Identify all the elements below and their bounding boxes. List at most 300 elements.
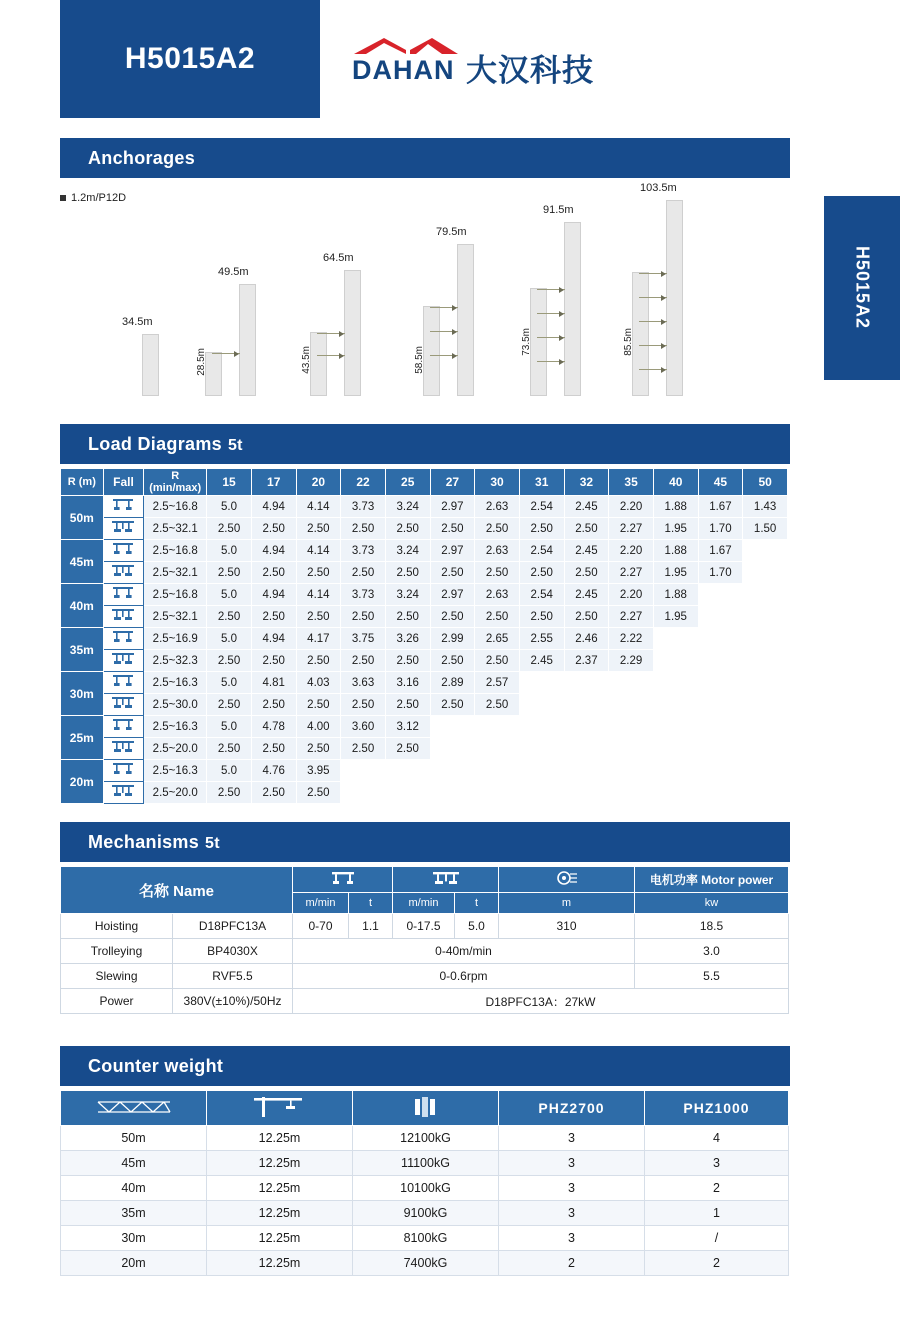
mast-6-tie-arrow-3 xyxy=(661,319,666,325)
table-row xyxy=(61,628,788,650)
cw-phz2700: 3 xyxy=(499,1151,645,1176)
mech-hoisting-model: D18PFC13A xyxy=(173,914,293,939)
load-cell-empty xyxy=(743,562,788,584)
fall-4-icon xyxy=(103,562,144,584)
load-cell-empty xyxy=(430,760,475,782)
cw-tower-height: 12.25m xyxy=(207,1126,353,1151)
mast-3-top-label: 64.5m xyxy=(323,252,354,264)
cw-phz2700: 3 xyxy=(499,1126,645,1151)
load-cell: 1.88 xyxy=(653,540,698,562)
mechanisms-table xyxy=(60,866,789,1014)
mast-2-top-label: 49.5m xyxy=(218,266,249,278)
anchorage-note-text: 1.2m/P12D xyxy=(71,192,127,204)
load-cell-empty xyxy=(430,738,475,760)
section-title-counter-weight: Counter weight xyxy=(88,1055,224,1076)
load-cell-empty xyxy=(653,672,698,694)
mech-slewing-power: 5.5 xyxy=(635,964,789,989)
table-row xyxy=(61,694,788,716)
mast-4-tie-arrow-1 xyxy=(452,305,457,311)
table-row xyxy=(61,540,788,562)
cw-phz1000: / xyxy=(645,1226,789,1251)
load-cell-empty xyxy=(519,672,564,694)
header-hoist-2fall-icon xyxy=(293,867,393,893)
load-row-radius-range: 2.5~16.9 xyxy=(144,628,207,650)
cw-phz2700: 2 xyxy=(499,1251,645,1276)
load-cell: 2.55 xyxy=(519,628,564,650)
load-cell: 2.50 xyxy=(207,518,252,540)
load-cell-empty xyxy=(743,650,788,672)
mast-5-tie-label: 73.5m xyxy=(521,328,532,356)
load-cell: 2.50 xyxy=(207,606,252,628)
page-header xyxy=(0,0,900,118)
cw-tower-height: 12.25m xyxy=(207,1151,353,1176)
load-table-header-row xyxy=(61,469,788,496)
load-cell: 2.50 xyxy=(564,606,609,628)
load-cell-empty xyxy=(564,760,609,782)
load-cell-empty xyxy=(609,716,654,738)
load-cell: 4.14 xyxy=(296,540,341,562)
load-cell: 3.26 xyxy=(385,628,430,650)
load-cell: 1.43 xyxy=(743,496,788,518)
load-cell: 4.81 xyxy=(251,672,296,694)
load-row-radius-range: 2.5~16.3 xyxy=(144,716,207,738)
mast-5b xyxy=(564,222,581,396)
mast-3-tie-arrow-2 xyxy=(339,353,344,359)
fall-4-icon xyxy=(103,738,144,760)
mast-6-tie-arrow-1 xyxy=(661,271,666,277)
load-cell-empty xyxy=(385,782,430,804)
load-row-radius-range: 2.5~20.0 xyxy=(144,782,207,804)
load-cell: 1.88 xyxy=(653,584,698,606)
load-cell: 2.50 xyxy=(207,694,252,716)
mast-2a xyxy=(205,352,222,396)
cw-weight: 10100kG xyxy=(353,1176,499,1201)
mech-trolleying-power: 3.0 xyxy=(635,939,789,964)
load-cell: 3.24 xyxy=(385,584,430,606)
load-cell-empty xyxy=(698,738,743,760)
fall-4-icon xyxy=(103,606,144,628)
load-cell: 2.46 xyxy=(564,628,609,650)
load-cell-empty xyxy=(564,716,609,738)
section-title-load-diagrams-sub: 5t xyxy=(227,436,243,454)
load-cell-empty xyxy=(519,782,564,804)
load-cell: 1.95 xyxy=(653,606,698,628)
load-cell: 2.20 xyxy=(609,584,654,606)
load-row-radius-range: 2.5~16.8 xyxy=(144,540,207,562)
load-cell: 4.17 xyxy=(296,628,341,650)
mech-power-label: Power xyxy=(61,989,173,1014)
header-phz1000: PHZ1000 xyxy=(645,1091,789,1126)
load-cell: 2.45 xyxy=(564,584,609,606)
load-cell-empty xyxy=(564,782,609,804)
load-cell: 4.76 xyxy=(251,760,296,782)
mech-slewing-model: RVF5.5 xyxy=(173,964,293,989)
mast-4-tie-arrow-3 xyxy=(452,353,457,359)
model-name: H5015A2 xyxy=(124,42,256,75)
table-row xyxy=(61,716,788,738)
load-cell-empty xyxy=(385,760,430,782)
load-cell: 2.50 xyxy=(385,650,430,672)
mast-5-tie-arrow-3 xyxy=(559,335,564,341)
logo-mark xyxy=(352,52,460,86)
table-row xyxy=(61,989,789,1014)
section-title-mechanisms-text: Mechanisms xyxy=(88,831,200,852)
mast-6-tie-arrow-2 xyxy=(661,295,666,301)
counterweight-blocks-icon xyxy=(413,1097,439,1117)
load-row-jib-length: 20m xyxy=(61,760,104,804)
load-row-radius-range: 2.5~16.3 xyxy=(144,760,207,782)
load-cell-empty xyxy=(564,694,609,716)
tower-crane-icon xyxy=(254,1097,306,1117)
load-cell: 2.54 xyxy=(519,496,564,518)
load-diagram-table xyxy=(60,468,788,804)
fall-4-icon xyxy=(103,782,144,804)
load-cell: 2.50 xyxy=(475,606,520,628)
header-r-22: 22 xyxy=(341,469,386,496)
load-row-jib-length: 35m xyxy=(61,628,104,672)
load-cell-empty xyxy=(609,738,654,760)
load-cell-empty xyxy=(341,760,386,782)
mast-6-tie-arrow-5 xyxy=(661,367,666,373)
header-r-27: 27 xyxy=(430,469,475,496)
fall-2-icon xyxy=(103,496,144,518)
load-cell: 2.50 xyxy=(430,650,475,672)
header-r-50: 50 xyxy=(743,469,788,496)
load-cell: 1.50 xyxy=(743,518,788,540)
mech-hoisting-power: 18.5 xyxy=(635,914,789,939)
header-motor-power: 电机功率 Motor power xyxy=(635,867,789,893)
load-cell: 2.89 xyxy=(430,672,475,694)
load-cell: 2.50 xyxy=(296,782,341,804)
load-cell: 2.27 xyxy=(609,562,654,584)
load-cell-empty xyxy=(475,738,520,760)
load-row-radius-range: 2.5~30.0 xyxy=(144,694,207,716)
load-cell-empty xyxy=(519,694,564,716)
load-cell-empty xyxy=(609,672,654,694)
bullet-icon xyxy=(60,195,66,201)
load-cell: 2.50 xyxy=(207,562,252,584)
load-cell-empty xyxy=(475,760,520,782)
fall-4-icon xyxy=(103,694,144,716)
load-cell: 2.50 xyxy=(385,738,430,760)
cw-weight: 9100kG xyxy=(353,1201,499,1226)
section-header-counter-weight xyxy=(60,1046,790,1086)
load-cell: 2.50 xyxy=(251,694,296,716)
load-cell: 2.97 xyxy=(430,540,475,562)
load-cell: 2.27 xyxy=(609,518,654,540)
load-cell: 5.0 xyxy=(207,540,252,562)
load-row-jib-length: 30m xyxy=(61,672,104,716)
table-row xyxy=(61,964,789,989)
cw-jib-length: 35m xyxy=(61,1201,207,1226)
load-cell-empty xyxy=(743,760,788,782)
header-hoist-4fall-icon xyxy=(393,867,499,893)
load-cell: 2.99 xyxy=(430,628,475,650)
side-model-tab-label: H5015A2 xyxy=(852,246,873,330)
load-cell: 3.75 xyxy=(341,628,386,650)
load-cell: 3.73 xyxy=(341,584,386,606)
mast-4-top-label: 79.5m xyxy=(436,226,467,238)
mast-5-tie-arrow-2 xyxy=(559,311,564,317)
mech-slewing-speed: 0-0.6rpm xyxy=(293,964,635,989)
header-r-17: 17 xyxy=(251,469,296,496)
load-cell-empty xyxy=(743,540,788,562)
hook-four-fall-icon xyxy=(433,872,459,885)
load-cell: 2.50 xyxy=(296,606,341,628)
load-cell: 2.50 xyxy=(251,782,296,804)
mast-2-tie-label: 28.5m xyxy=(196,348,207,376)
header-jib-radius: R (m) xyxy=(61,469,104,496)
load-cell-empty xyxy=(653,628,698,650)
load-cell-empty xyxy=(653,738,698,760)
load-cell: 2.50 xyxy=(296,738,341,760)
load-cell: 1.70 xyxy=(698,518,743,540)
load-cell-empty xyxy=(743,628,788,650)
mast-6-tie-arrow-4 xyxy=(661,343,666,349)
load-cell-empty xyxy=(519,716,564,738)
load-cell: 2.50 xyxy=(341,694,386,716)
mech-power-total: D18PFC13A：27kW xyxy=(293,989,789,1014)
table-row xyxy=(61,650,788,672)
rope-drum-icon xyxy=(556,870,578,886)
load-cell: 4.14 xyxy=(296,584,341,606)
table-row xyxy=(61,518,788,540)
load-row-radius-range: 2.5~32.3 xyxy=(144,650,207,672)
load-cell: 3.24 xyxy=(385,540,430,562)
load-cell-empty xyxy=(519,738,564,760)
load-cell-empty xyxy=(430,782,475,804)
mech-power-supply: 380V(±10%)/50Hz xyxy=(173,989,293,1014)
load-cell: 5.0 xyxy=(207,496,252,518)
mechanisms-header-row-1 xyxy=(61,867,789,893)
load-row-radius-range: 2.5~16.8 xyxy=(144,584,207,606)
header-weight-icon xyxy=(353,1091,499,1126)
mech-trolleying-label: Trolleying xyxy=(61,939,173,964)
load-cell: 2.50 xyxy=(430,606,475,628)
header-phz2700: PHZ2700 xyxy=(499,1091,645,1126)
section-title-load-diagrams xyxy=(60,434,243,455)
counter-weight-header-row xyxy=(61,1091,789,1126)
mast-6-tie-label: 85.5m xyxy=(623,328,634,356)
cw-phz1000: 4 xyxy=(645,1126,789,1151)
load-cell-empty xyxy=(341,782,386,804)
load-cell: 2.97 xyxy=(430,496,475,518)
table-row xyxy=(61,1226,789,1251)
load-cell: 2.45 xyxy=(519,650,564,672)
load-cell-empty xyxy=(609,782,654,804)
load-cell: 2.50 xyxy=(385,518,430,540)
mast-2b xyxy=(239,284,256,396)
load-cell: 1.88 xyxy=(653,496,698,518)
section-title-mechanisms-sub: 5t xyxy=(205,834,220,852)
load-cell: 3.12 xyxy=(385,716,430,738)
load-cell: 4.94 xyxy=(251,628,296,650)
table-row xyxy=(61,914,789,939)
header-rope-icon xyxy=(499,867,635,893)
section-header-anchorages xyxy=(60,138,790,178)
section-header-mechanisms xyxy=(60,822,790,862)
load-cell: 2.20 xyxy=(609,496,654,518)
load-cell: 2.50 xyxy=(475,562,520,584)
header-name: 名称 Name xyxy=(61,867,293,914)
counter-weight-table-wrap xyxy=(60,1090,790,1276)
cw-weight: 8100kG xyxy=(353,1226,499,1251)
hook-two-fall-icon xyxy=(332,872,354,885)
cw-weight: 11100kG xyxy=(353,1151,499,1176)
load-cell: 2.63 xyxy=(475,496,520,518)
load-cell: 2.50 xyxy=(296,694,341,716)
load-cell-empty xyxy=(698,650,743,672)
load-row-radius-range: 2.5~32.1 xyxy=(144,518,207,540)
load-cell-empty xyxy=(698,628,743,650)
load-cell: 2.37 xyxy=(564,650,609,672)
header-radius-range: R (min/max) xyxy=(144,469,207,496)
table-row xyxy=(61,1201,789,1226)
load-cell: 5.0 xyxy=(207,716,252,738)
load-cell: 2.50 xyxy=(564,518,609,540)
load-cell: 5.0 xyxy=(207,760,252,782)
load-cell: 2.50 xyxy=(519,562,564,584)
load-cell-empty xyxy=(698,606,743,628)
load-cell: 4.94 xyxy=(251,584,296,606)
load-diagram-table-wrap xyxy=(60,468,790,804)
mechanisms-table-wrap xyxy=(60,866,790,1014)
header-fall: Fall xyxy=(103,469,144,496)
header-r-32: 32 xyxy=(564,469,609,496)
load-cell: 4.14 xyxy=(296,496,341,518)
mech-trolleying-model: BP4030X xyxy=(173,939,293,964)
cw-jib-length: 50m xyxy=(61,1126,207,1151)
load-cell: 2.50 xyxy=(475,518,520,540)
load-cell-empty xyxy=(609,760,654,782)
load-cell: 4.94 xyxy=(251,496,296,518)
load-row-radius-range: 2.5~32.1 xyxy=(144,562,207,584)
load-cell: 2.50 xyxy=(341,606,386,628)
load-row-radius-range: 2.5~32.1 xyxy=(144,606,207,628)
mast-5a xyxy=(530,288,547,396)
cw-jib-length: 40m xyxy=(61,1176,207,1201)
mast-5-tie-arrow-4 xyxy=(559,359,564,365)
fall-4-icon xyxy=(103,650,144,672)
load-cell-empty xyxy=(653,782,698,804)
table-row xyxy=(61,584,788,606)
table-row xyxy=(61,1126,789,1151)
load-cell: 3.60 xyxy=(341,716,386,738)
header-r-31: 31 xyxy=(519,469,564,496)
fall-2-icon xyxy=(103,672,144,694)
cw-weight: 7400kG xyxy=(353,1251,499,1276)
unit-power: kw xyxy=(635,893,789,914)
load-cell: 2.50 xyxy=(207,738,252,760)
load-cell-empty xyxy=(698,760,743,782)
load-cell: 2.50 xyxy=(207,650,252,672)
side-model-tab xyxy=(824,196,900,380)
load-cell-empty xyxy=(698,716,743,738)
load-cell: 2.50 xyxy=(296,562,341,584)
header-r-40: 40 xyxy=(653,469,698,496)
table-row xyxy=(61,738,788,760)
cw-jib-length: 30m xyxy=(61,1226,207,1251)
cw-tower-height: 12.25m xyxy=(207,1251,353,1276)
table-row xyxy=(61,1151,789,1176)
load-cell-empty xyxy=(743,738,788,760)
header-r-20: 20 xyxy=(296,469,341,496)
load-cell: 4.00 xyxy=(296,716,341,738)
load-row-radius-range: 2.5~16.3 xyxy=(144,672,207,694)
mast-6-top-label: 103.5m xyxy=(640,182,677,194)
load-cell: 2.50 xyxy=(385,694,430,716)
load-cell: 3.73 xyxy=(341,540,386,562)
load-cell: 2.50 xyxy=(296,650,341,672)
mast-4b xyxy=(457,244,474,396)
load-cell: 2.20 xyxy=(609,540,654,562)
cw-phz1000: 2 xyxy=(645,1176,789,1201)
mast-4-tie-arrow-2 xyxy=(452,329,457,335)
load-cell: 2.63 xyxy=(475,584,520,606)
load-cell: 5.0 xyxy=(207,628,252,650)
load-cell-empty xyxy=(743,606,788,628)
load-cell: 2.50 xyxy=(341,738,386,760)
load-cell: 2.50 xyxy=(341,562,386,584)
load-cell: 3.24 xyxy=(385,496,430,518)
cw-phz2700: 3 xyxy=(499,1226,645,1251)
mech-hoisting-load-4: 5.0 xyxy=(455,914,499,939)
unit-hoist-load-4: t xyxy=(455,893,499,914)
load-cell: 2.50 xyxy=(251,562,296,584)
fall-2-icon xyxy=(103,716,144,738)
jib-truss-icon xyxy=(97,1099,171,1115)
load-cell: 2.50 xyxy=(251,650,296,672)
load-cell-empty xyxy=(743,716,788,738)
mechanisms-body xyxy=(61,914,789,1014)
load-cell: 3.95 xyxy=(296,760,341,782)
load-cell-empty xyxy=(653,760,698,782)
load-cell: 3.73 xyxy=(341,496,386,518)
load-cell-empty xyxy=(564,672,609,694)
load-cell: 4.94 xyxy=(251,540,296,562)
fall-2-icon xyxy=(103,628,144,650)
load-cell: 2.50 xyxy=(341,650,386,672)
table-row xyxy=(61,1251,789,1276)
logo-latin-text: DAHAN xyxy=(352,55,455,85)
load-cell: 2.50 xyxy=(564,562,609,584)
section-header-load-diagrams xyxy=(60,424,790,464)
roof-icon xyxy=(354,38,458,54)
load-cell-empty xyxy=(743,584,788,606)
mast-6b xyxy=(666,200,683,396)
load-cell-empty xyxy=(609,694,654,716)
load-row-jib-length: 25m xyxy=(61,716,104,760)
cw-phz2700: 3 xyxy=(499,1176,645,1201)
mech-slewing-label: Slewing xyxy=(61,964,173,989)
load-cell: 1.67 xyxy=(698,496,743,518)
header-jib-length-icon xyxy=(61,1091,207,1126)
mech-hoisting-speed-4: 0-17.5 xyxy=(393,914,455,939)
load-cell: 2.50 xyxy=(519,606,564,628)
table-row xyxy=(61,672,788,694)
header-r-35: 35 xyxy=(609,469,654,496)
cw-jib-length: 45m xyxy=(61,1151,207,1176)
mech-hoisting-rope: 310 xyxy=(499,914,635,939)
header-r-15: 15 xyxy=(207,469,252,496)
load-cell: 2.22 xyxy=(609,628,654,650)
load-cell-empty xyxy=(430,716,475,738)
cw-tower-height: 12.25m xyxy=(207,1201,353,1226)
load-cell-empty xyxy=(743,694,788,716)
load-cell-empty xyxy=(743,782,788,804)
fall-4-icon xyxy=(103,518,144,540)
unit-hoist-speed-4: m/min xyxy=(393,893,455,914)
